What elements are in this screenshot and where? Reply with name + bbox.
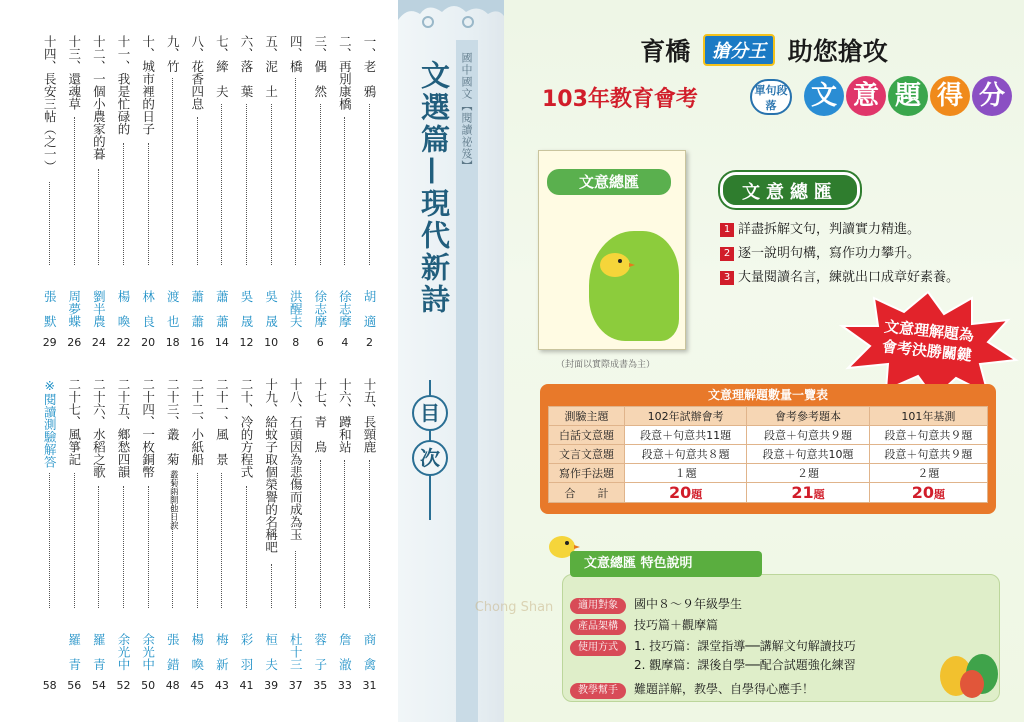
toc-entry (336, 378, 353, 692)
toc-author: 梅 新 (214, 633, 230, 671)
leader-dots (49, 182, 50, 265)
toc-title: 二十五、鄉愁四韻 (116, 378, 131, 478)
table-cell: 段意＋句意共10題 (747, 445, 869, 464)
leader-dots (197, 473, 198, 608)
title-bubble: 題 (888, 76, 928, 116)
toc-page-number: 35 (313, 679, 328, 692)
brand-logo: 搶分王 (703, 34, 775, 66)
toc-title: 二、再別康橋 (337, 35, 353, 110)
section-title: 文選篇—現代新詩 (417, 60, 451, 316)
toc-title: 十一、我是忙碌的 (116, 35, 131, 135)
feature-row: 使用方式 1. 技巧篇：課堂指導──講解文句解讀技巧 (570, 637, 856, 656)
toc-entry (164, 378, 181, 692)
toc-author: 余光中 (116, 633, 131, 671)
toc-author: 羅 青 (91, 633, 107, 671)
toc-page-number: 33 (337, 679, 352, 692)
table-cell: 段意＋句意共９題 (869, 445, 987, 464)
toc-title: 七、縴 夫 (214, 35, 230, 98)
header-cell: 會考參考題本 (747, 407, 869, 426)
toc-author: 吳 晟 (239, 290, 254, 328)
toc-entry (66, 378, 83, 692)
leader-dots (271, 104, 272, 265)
toc-author: 張 默 (42, 290, 58, 328)
toc-page-number: 48 (165, 679, 180, 692)
toc-title: 十四、長安三帖（之一） (42, 35, 58, 173)
total-cell: 20題 (869, 483, 987, 503)
row-label: 文言文意題 (549, 445, 625, 464)
table-row (549, 445, 988, 464)
feature-row: 2. 觀摩篇：課後自學──配合試題強化練習 (634, 658, 856, 672)
toc-author: 徐志摩 (312, 290, 328, 328)
toc-page-number: 45 (190, 679, 205, 692)
total-cell: 20題 (625, 483, 747, 503)
toc-title: 二十七、風箏記 (66, 378, 82, 466)
row-label: 寫作手法題 (549, 464, 625, 483)
leader-dots (295, 551, 296, 608)
feature-heading: 文意總匯 (720, 172, 860, 208)
title-bubble: 文 (804, 76, 844, 116)
toc-entry (90, 35, 107, 349)
toc-entry (287, 378, 304, 692)
toc-author: 洪醒夫 (288, 290, 304, 328)
leader-dots (344, 460, 345, 608)
title-bubble: 得 (930, 76, 970, 116)
table-row (549, 464, 988, 483)
leader-dots (74, 473, 75, 608)
toc-page-number: 22 (116, 336, 131, 349)
table-cell: 段意＋句意共９題 (747, 426, 869, 445)
scope-tag: 單句段落 (750, 79, 792, 115)
leader-dots (148, 143, 149, 265)
toc-title: 五、泥 土 (263, 35, 279, 98)
toc-author: 蕭 蕭 (189, 290, 205, 328)
starburst-line-1: 文意理解題為 (883, 317, 975, 345)
toc-title: 十、城市裡的日子 (140, 35, 156, 135)
toc-author: 楊 喚 (189, 633, 205, 671)
toc-title: 二十、冷的方程式 (239, 378, 254, 478)
toc-entry (164, 35, 181, 349)
toc-author: 蓉 子 (312, 633, 328, 671)
leader-dots (221, 473, 222, 608)
toc-page-number: 41 (239, 679, 254, 692)
toc-note: 叢菊兩開他日淚 (168, 470, 179, 530)
toc-entry (213, 35, 230, 349)
toc-page-number: 12 (239, 336, 254, 349)
toc-title: 十九、給蚊子取個榮譽的名稱吧 (263, 378, 279, 553)
toc-page-number: 14 (214, 336, 229, 349)
toc-author: 徐志摩 (337, 290, 353, 328)
toc-author: 劉半農 (91, 290, 107, 328)
toc-entry (189, 378, 206, 692)
leader-dots (49, 473, 50, 608)
toc-page-number: 4 (341, 336, 349, 349)
ad-page (474, 0, 1024, 722)
toc-author: 彩 羽 (239, 633, 254, 671)
table-cell: ２題 (869, 464, 987, 483)
toc-author: 張 錯 (165, 633, 181, 671)
leader-dots (98, 486, 99, 608)
book-cover (538, 150, 686, 350)
toc-title: ※閱讀測驗解答 (42, 378, 58, 468)
toc-author: 余光中 (140, 633, 156, 671)
comparison-table (548, 406, 988, 503)
toc-char-2: 次 (412, 440, 448, 476)
toc-entry (238, 35, 255, 349)
exam-title: 103年教育會考 (542, 87, 698, 112)
toc-page-number: 20 (141, 336, 156, 349)
toc-entry (90, 378, 107, 692)
toc-entry (189, 35, 206, 349)
toc-author: 商 禽 (362, 633, 377, 671)
toc-entry (66, 35, 83, 349)
series-label: 國中國文【閱讀祕笈】 (460, 52, 473, 172)
toc-entry (140, 35, 157, 349)
leader-dots (221, 104, 222, 265)
toc-title: 一、老 鴉 (362, 35, 377, 98)
feature-row: 產品架構 技巧篇＋觀摩篇 (570, 616, 718, 635)
toc-page-number: 18 (165, 336, 180, 349)
toc-title: 八、花香四息 (189, 35, 205, 110)
leader-dots (344, 117, 345, 265)
toc-page-number: 31 (362, 679, 377, 692)
toc-page-number: 2 (366, 336, 373, 349)
toc-page-number: 37 (288, 679, 303, 692)
title-bubble: 意 (846, 76, 886, 116)
feature-row: 適用對象 國中８～９年級學生 (570, 595, 742, 614)
table-title: 文意理解題數量一覽表 (707, 388, 828, 402)
toc-title: 二十三、叢 菊 (165, 378, 181, 466)
toc-page-number: 50 (141, 679, 156, 692)
row-label: 白話文意題 (549, 426, 625, 445)
toc-author: 蕭 蕭 (214, 290, 230, 328)
leader-dots (369, 104, 370, 265)
toc-author: 胡 適 (362, 290, 377, 328)
toc-title: 四、橋 (288, 35, 304, 73)
table-cell: ２題 (747, 464, 869, 483)
toc-entry (263, 378, 280, 692)
features-banner: 文意總匯 特色說明 (570, 551, 762, 577)
toc-author: 吳 晟 (263, 290, 279, 328)
toc-page-number: 54 (91, 679, 106, 692)
toc-page-number: 16 (190, 336, 205, 349)
ad-headline (504, 32, 1024, 68)
leader-dots (172, 78, 173, 265)
toc-title: 二十六、水稻之歌 (91, 378, 107, 478)
leader-dots (295, 78, 296, 265)
leader-dots (123, 486, 124, 608)
table-total-row (549, 483, 988, 503)
table-cell: １題 (625, 464, 747, 483)
toc-entry (238, 378, 255, 692)
toc-page-number: 52 (116, 679, 131, 692)
toc-page-number: 26 (67, 336, 82, 349)
table-cell: 段意＋句意共11題 (625, 426, 747, 445)
toc-entry (213, 378, 230, 692)
toc-title: 十三、還魂草 (66, 35, 82, 110)
total-label: 合 計 (549, 483, 625, 503)
leader-dots (369, 460, 370, 608)
toc-author: 林 良 (140, 290, 156, 328)
cloud-ornament-icon (398, 0, 504, 38)
toc-title: 二十四、一枚銅幣 (140, 378, 156, 478)
cover-caption: （封面以實際成書為主） (556, 360, 656, 370)
leader-dots (148, 486, 149, 608)
leader-dots (98, 169, 99, 265)
header-cell: 101年基測 (869, 407, 987, 426)
table-header-row (549, 407, 988, 426)
leader-dots (320, 460, 321, 608)
leader-dots (197, 117, 198, 265)
toc-page-number: 58 (42, 679, 57, 692)
toc-char-1: 目 (412, 395, 448, 431)
toc-author (41, 623, 58, 681)
leader-dots (74, 117, 75, 265)
leader-dots (271, 564, 272, 608)
toc-title: 十六、蹲和站 (337, 378, 353, 453)
toc-entry (140, 378, 157, 692)
toc-entry (336, 35, 353, 349)
headline-post: 助您搶攻 (787, 37, 888, 66)
feature-row: 教學幫手 難題詳解，教學、自學得心應手！ (570, 680, 814, 699)
toc-entry (312, 35, 329, 349)
toc-author: 羅 青 (66, 633, 82, 671)
toc-title: 十七、青 鳥 (312, 378, 328, 453)
toc-page-number: 43 (214, 679, 229, 692)
toc-author: 桓 夫 (263, 633, 279, 671)
watermark: Chong Shan (474, 600, 554, 615)
toc-title: 九、竹 (165, 35, 181, 73)
toc-entry (41, 35, 58, 349)
toc-title: 十八、石頭因為悲傷而成為玉 (288, 378, 304, 541)
headline-pre: 育橋 (640, 37, 691, 66)
toc-entry (115, 35, 132, 349)
toc-author: 周夢蝶 (66, 290, 82, 328)
header-cell: 102年試辦會考 (625, 407, 747, 426)
toc-page-number: 39 (264, 679, 279, 692)
toc-entry (361, 35, 378, 349)
toc-author: 杜十三 (288, 633, 304, 671)
toc-title: 二十二、小紙船 (189, 378, 205, 466)
toc-title: 六、落 葉 (239, 35, 254, 98)
bird-icon (595, 247, 635, 281)
toc-entry (263, 35, 280, 349)
toc-title: 十二、一個小農家的暮 (91, 35, 107, 160)
toc-author: 渡 也 (165, 290, 181, 328)
egg-decoration-icon (934, 640, 1004, 700)
feature-2: 2 逐一說明句構，寫作功力攀升。 (720, 242, 920, 261)
leader-dots (246, 486, 247, 608)
leader-dots (246, 104, 247, 265)
toc-page-number: 8 (292, 336, 300, 349)
toc-author: 詹 澈 (337, 633, 353, 671)
starburst-line-2: 會考決勝關鍵 (881, 337, 973, 365)
leader-dots (172, 473, 173, 608)
title-bubble: 分 (972, 76, 1012, 116)
feature-1: 1 詳盡拆解文句，判讀實力精進。 (720, 218, 920, 237)
table-row (549, 426, 988, 445)
toc-page-number: 56 (67, 679, 82, 692)
toc-author: 楊 喚 (116, 290, 131, 328)
toc-entry (41, 378, 58, 692)
table-cell: 段意＋句意共９題 (869, 426, 987, 445)
toc-entry (312, 378, 329, 692)
toc-entry (361, 378, 378, 692)
toc-page-number: 6 (316, 336, 324, 349)
table-cell: 段意＋句意共８題 (625, 445, 747, 464)
toc-entry (115, 378, 132, 692)
toc-page-number: 10 (264, 336, 279, 349)
book-title: 文意總匯 (547, 169, 671, 195)
toc-page (0, 0, 398, 722)
toc-entry (287, 35, 304, 349)
toc-title: 十五、長頸鹿 (362, 378, 377, 453)
leader-dots (123, 143, 124, 265)
toc-title: 三、偶 然 (312, 35, 328, 98)
header-cell: 測驗主題 (549, 407, 625, 426)
toc-page-number: 29 (42, 336, 57, 349)
total-cell: 21題 (747, 483, 869, 503)
leader-dots (320, 104, 321, 265)
toc-title: 二十一、風 景 (214, 378, 230, 466)
toc-page-number: 24 (91, 336, 106, 349)
feature-3: 3 大量閱讀名言，練就出口成章好素養。 (720, 266, 959, 285)
comparison-table-box (540, 384, 996, 514)
